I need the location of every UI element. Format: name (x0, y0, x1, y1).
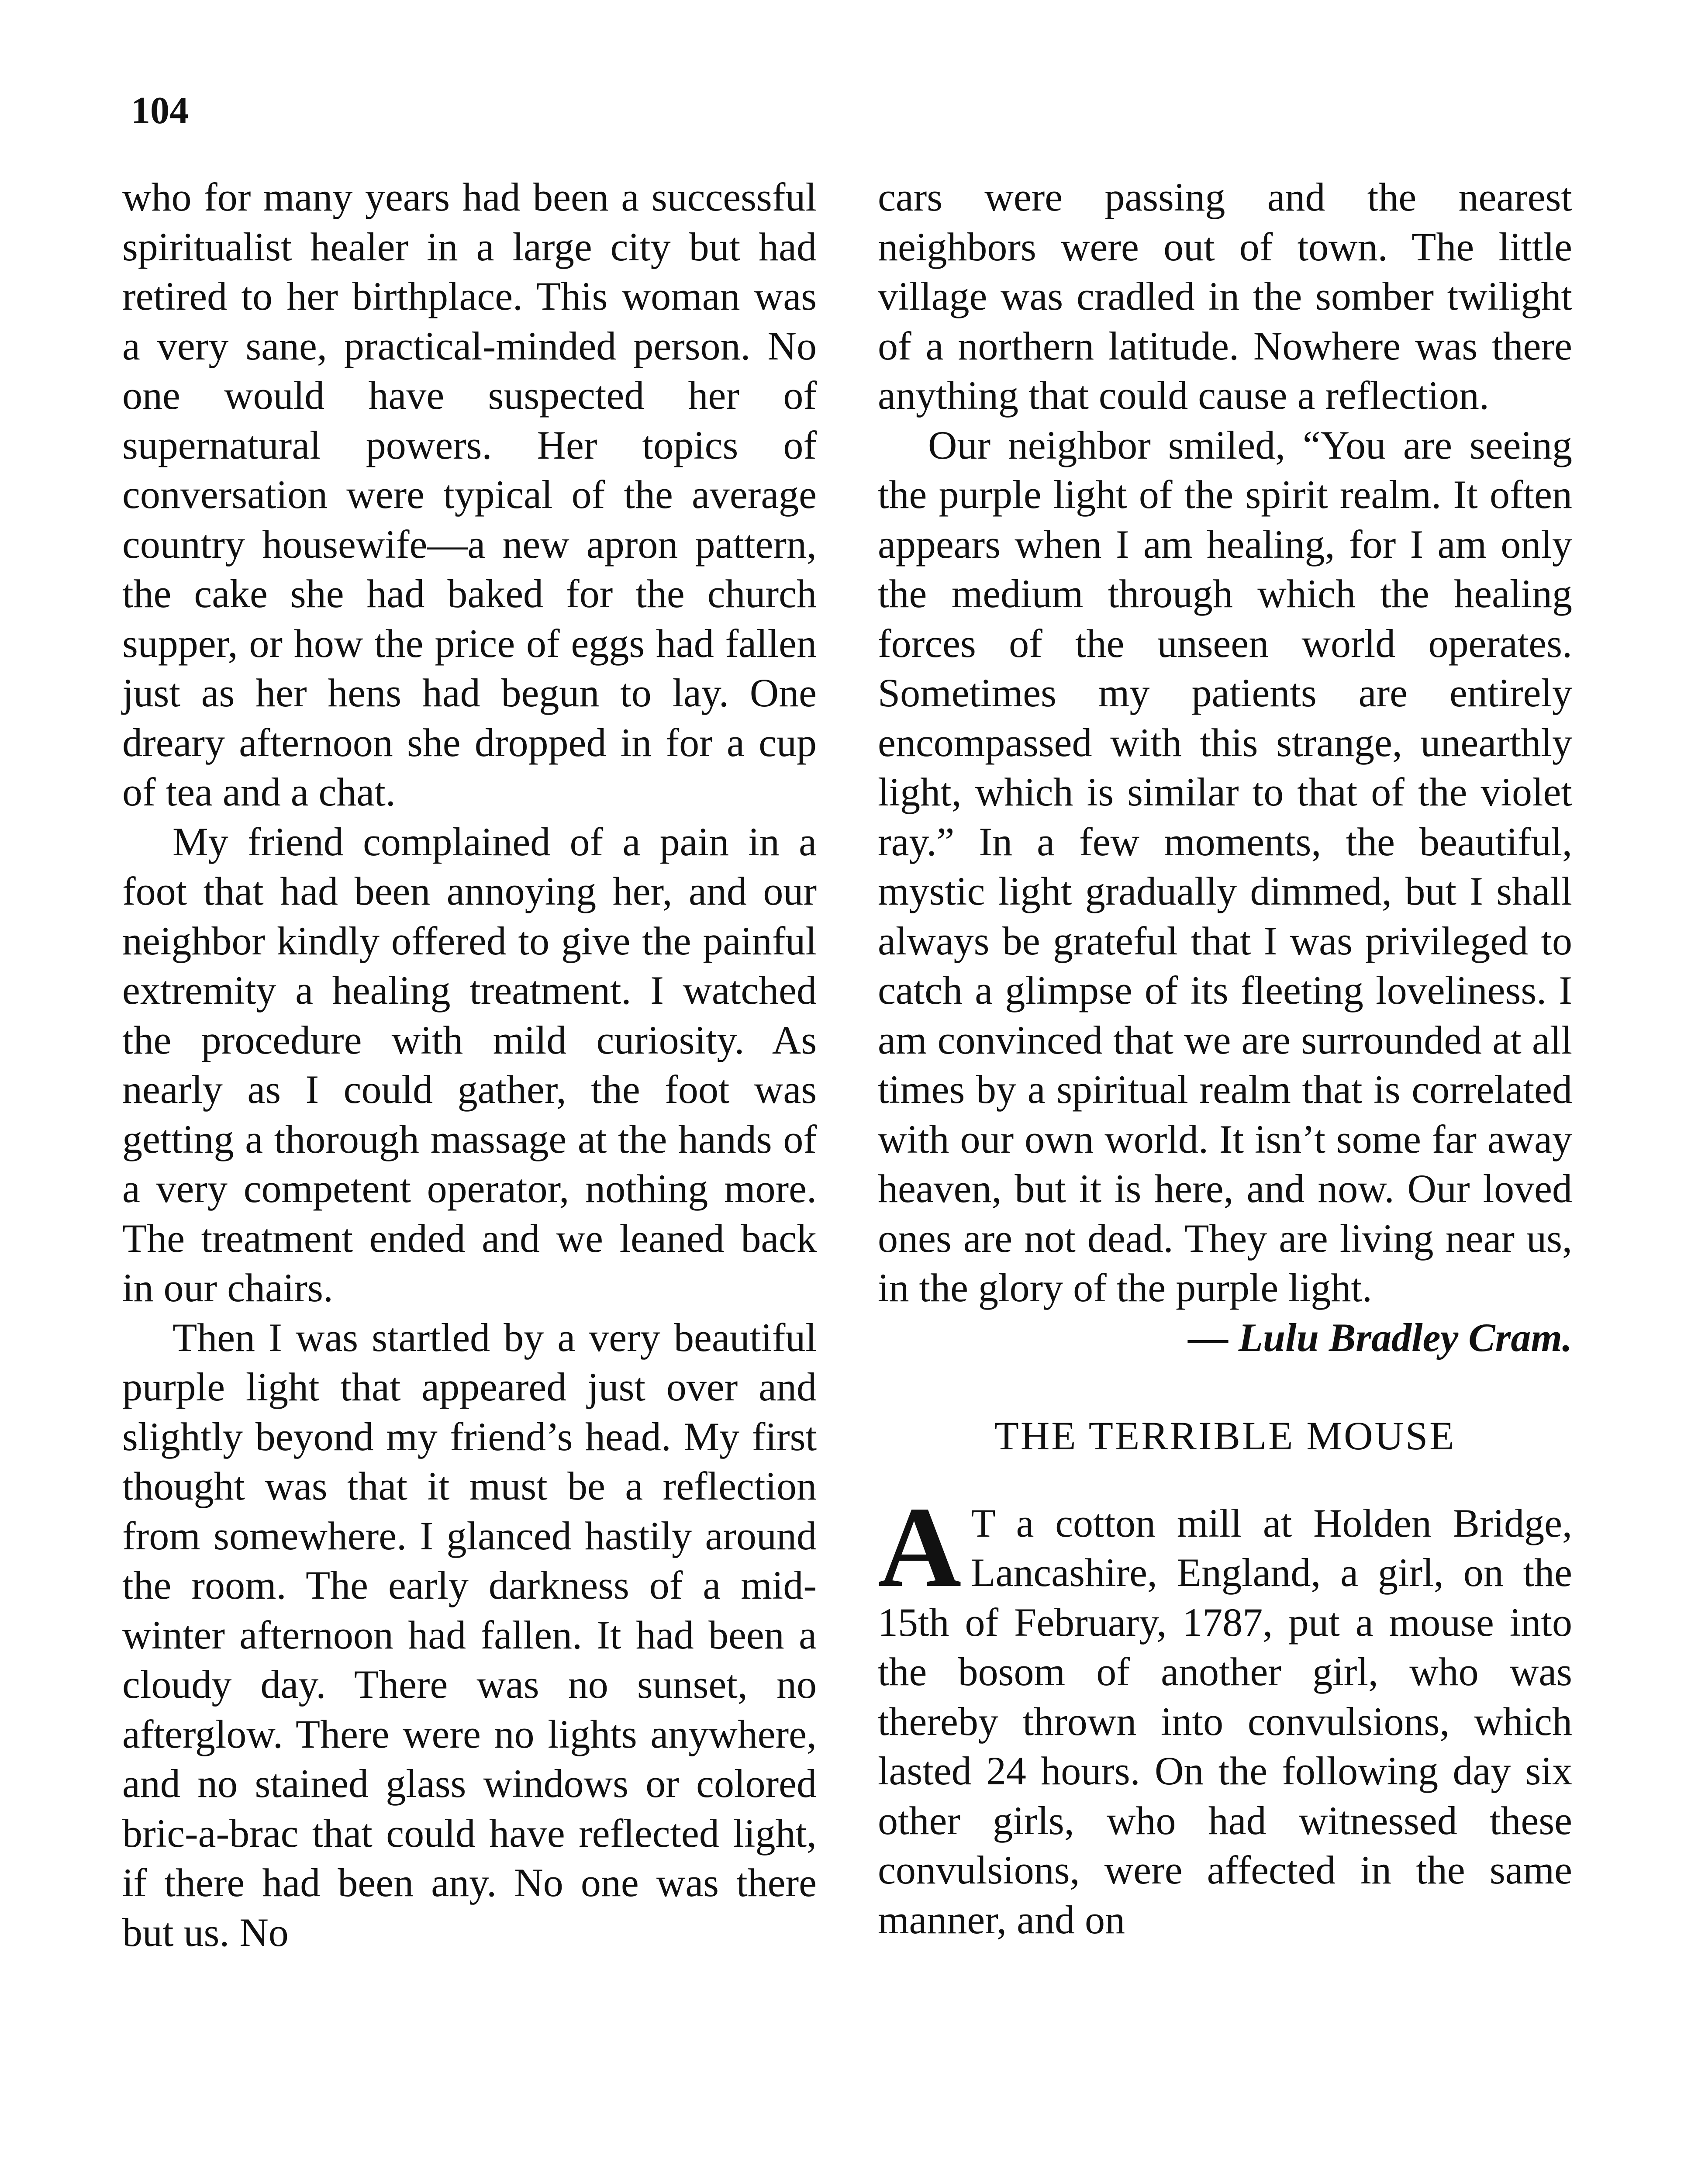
author-signature: — Lulu Bradley Cram. (1188, 1315, 1572, 1360)
paragraph-text: T a cotton mill at Holden Bridge, Lancashire, England, a girl, on the 15th of February, 1787, put a mouse into the bosom of another girl, who was thereby thrown into convulsions, which lasted 24 hours. On the following day six other girls, who had witnessed these convulsions, were affected in the same manner, and on (878, 1500, 1572, 1942)
drop-cap: A (878, 1483, 962, 1611)
paragraph: cars were passing and the nearest neighbors were out of town. The little village was cradled in the somber twilight of a northern latitude. Nowhere was there anything that could cause a reflection. (878, 175, 1572, 418)
page-number: 104 (131, 90, 189, 132)
paragraph: Our neighbor smiled, “You are seeing the purple light of the spirit realm. It often appears when I am healing, for I am only the medium through which the healing forces of the unseen world operates. Sometimes my patients are entirely encompassed with this strange, unearthly light, which is similar to that of the violet ray.” In a few moments, the beautiful, mystic light gradually dimmed, but I shall always be grateful that I was privileged to catch a glimpse of its fleeting loveliness. I am convinced that we are surrounded at all times by a spiritual realm that is correlated with our own world. It isn’t some far away heaven, but it is here, and now. Our loved ones are not dead. They are living near us, in the glory of the purple light. (878, 422, 1572, 1310)
left-column (122, 173, 817, 1957)
paragraph: My friend complained of a pain in a foot that had been annoying her, and our neighbor kindly offered to give the painful extremity a healing treatment. I watched the procedure with mild curiosity. As nearly as I could gather, the foot was getting a thorough massage at the hands of a very competent operator, nothing more. The treatment ended and we leaned back in our chairs. (122, 819, 817, 1310)
paragraph: Then I was startled by a very beautiful purple light that appeared just over and slightly beyond my friend’s head. My first thought was that it must be a reflection from somewhere. I glanced hastily around the room. The early darkness of a mid-winter afternoon had fallen. It had been a cloudy day. There was no sunset, no afterglow. There were no lights anywhere, and no stained glass windows or colored bric-a-brac that could have reflected light, if there had been any. No one was there but us. No (122, 1315, 817, 1955)
paragraph (878, 1483, 1572, 1945)
section-title: THE TERRIBLE MOUSE (994, 1413, 1456, 1458)
right-column (878, 173, 1572, 1945)
paragraph: who for many years had been a successful spiritualist healer in a large city but had retired to her birthplace. This woman was a very sane, practical-minded person. No one would have suspected her of supernatural powers. Her topics of conversation were typical of the average country housewife—a new apron pattern, the cake she had baked for the church supper, or how the price of eggs had fallen just as her hens had begun to lay. One dreary afternoon she dropped in for a cup of tea and a chat. (122, 175, 817, 814)
